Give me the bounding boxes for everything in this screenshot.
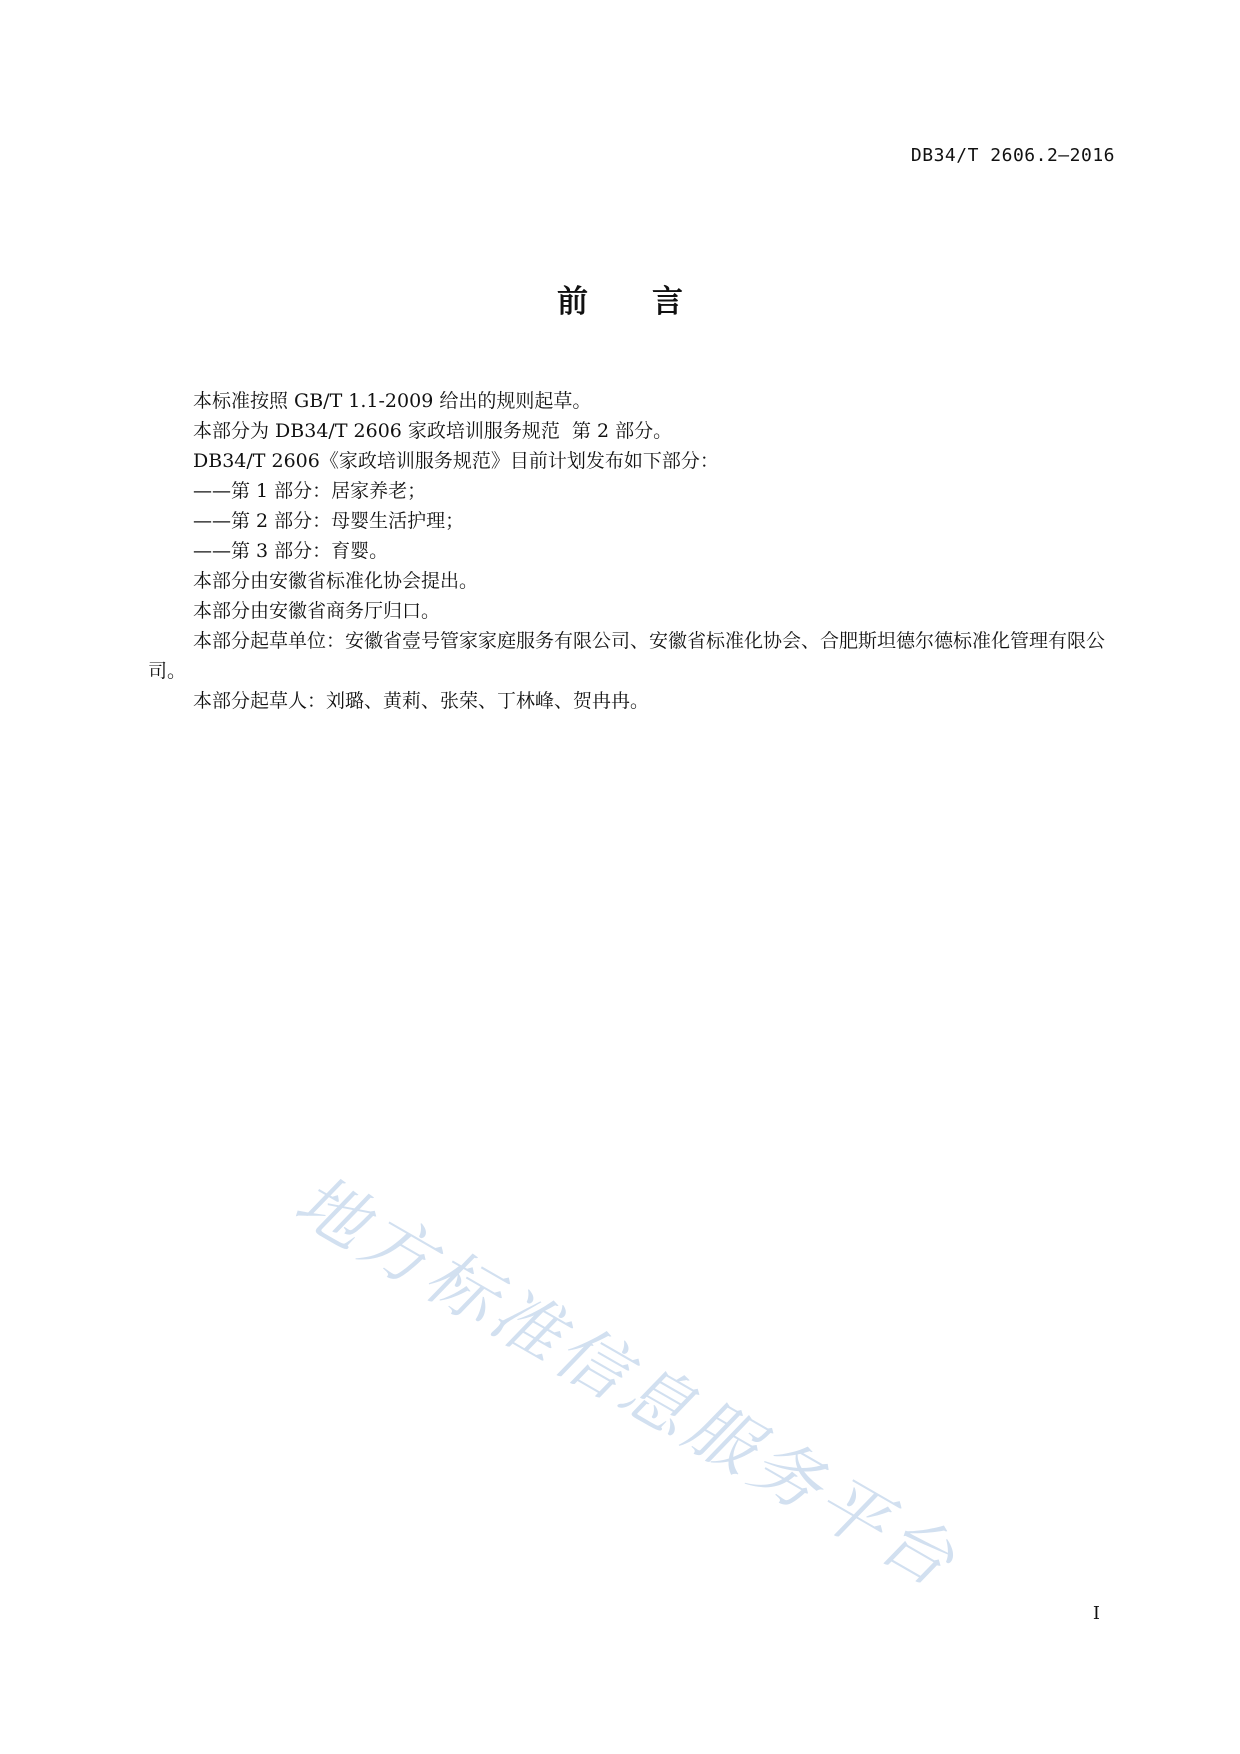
paragraph-part-statement: 本部分为 DB34/T 2606 家政培训服务规范 第 2 部分。 [193,420,673,442]
page-number: I [1092,1603,1100,1624]
paragraph-plan: DB34/T 2606《家政培训服务规范》目前计划发布如下部分： [193,450,719,472]
paragraph-drafting-units: 本部分起草单位：安徽省壹号管家家庭服务有限公司、安徽省标准化协会、合肥斯坦德尔德标准化管理有限公司。 [148,630,1106,682]
document-code: DB34/T 2606.2—2016 [910,145,1115,166]
document-body [148,386,1128,716]
list-item-part-2: ——第 2 部分：母婴生活护理； [193,510,465,532]
paragraph-proposer: 本部分由安徽省标准化协会提出。 [193,570,479,592]
paragraph-drafting-rules: 本标准按照 GB/T 1.1-2009 给出的规则起草。 [193,390,592,412]
paragraph-administrator: 本部分由安徽省商务厅归口。 [193,600,441,622]
paragraph-drafters: 本部分起草人：刘璐、黄莉、张荣、丁林峰、贺冉冉。 [193,690,650,712]
list-item-part-3: ——第 3 部分：育婴。 [193,540,389,562]
watermark: 地方标准信息服务平台 [281,1160,972,1605]
list-item-part-1: ——第 1 部分：居家养老； [193,480,427,502]
page-title: 前言 [557,284,747,320]
